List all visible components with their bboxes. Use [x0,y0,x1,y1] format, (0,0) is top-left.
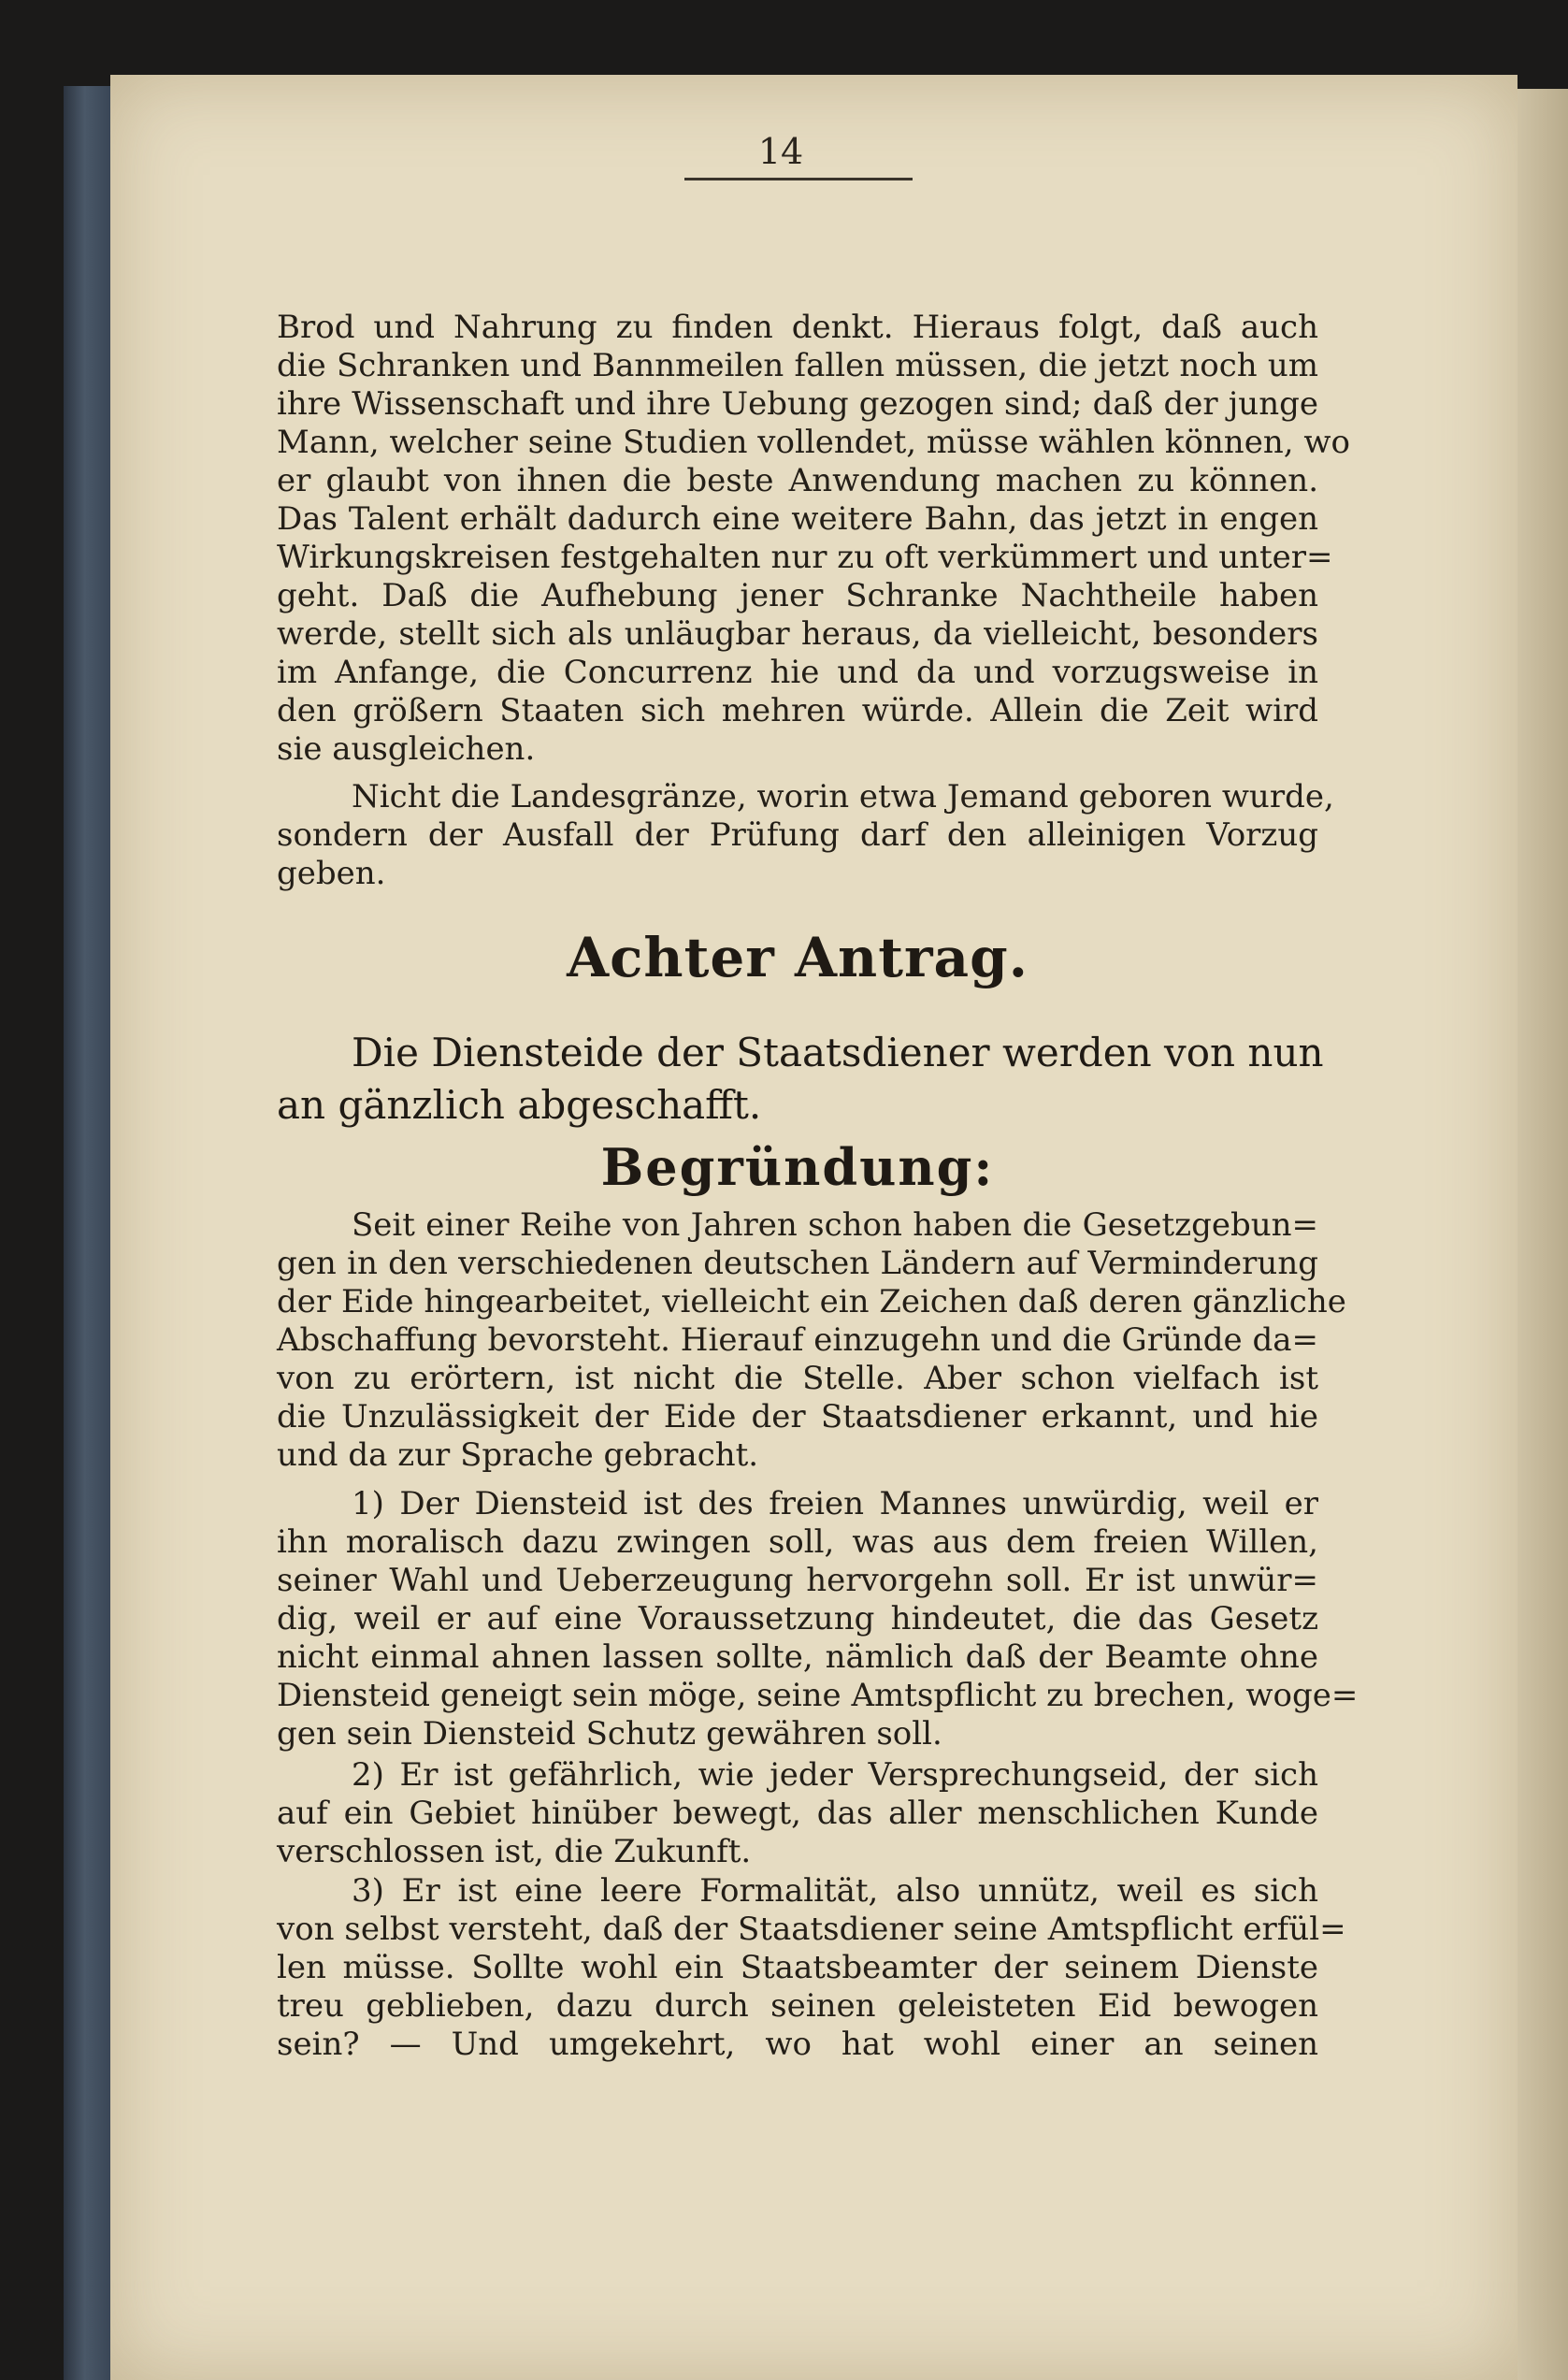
facing-page-edge [1518,89,1568,2380]
paragraph-3 [277,1206,1346,1475]
text-line: die Schranken und Bannmeilen fallen müssen, die jetzt noch um [277,347,1318,384]
text-line: 1) Der Diensteid ist des freien Mannes unwürdig, weil er [352,1485,1318,1522]
paragraph-5 [277,1756,1318,1871]
text-line: 3) Er ist eine leere Formalität, also unnütz, weil es sich [352,1872,1318,1910]
text-line: von selbst versteht, daß der Staatsdiener seine Amtspflicht erfül= [277,1911,1346,1948]
text-line: geben. [277,855,386,892]
text-line: er glaubt von ihnen die beste Anwendung machen zu können. [277,462,1318,499]
text-line: von zu erörtern, ist nicht die Stelle. Aber schon vielfach ist [277,1360,1318,1397]
text-line: Diensteid geneigt sein möge, seine Amtspflicht zu brechen, woge= [277,1677,1359,1714]
text-line: gen in den verschiedenen deutschen Ländern auf Verminderung [277,1245,1318,1282]
paragraph-1 [277,309,1350,769]
text-line: auf ein Gebiet hinüber bewegt, das aller menschlichen Kunde [277,1795,1318,1832]
text-line: ihre Wissenschaft und ihre Uebung gezogen sind; daß der junge [277,385,1318,423]
text-line: gen sein Diensteid Schutz gewähren soll. [277,1715,942,1753]
text-line: der Eide hingearbeitet, vielleicht ein Zeichen daß deren gänzliche [277,1283,1346,1320]
text-line: und da zur Sprache gebracht. [277,1436,759,1474]
text-line: dig, weil er auf eine Voraussetzung hindeutet, die das Gesetz [277,1600,1318,1637]
text-line: verschlossen ist, die Zukunft. [277,1833,752,1870]
text-line: den größern Staaten sich mehren würde. Allein die Zeit wird [277,692,1318,729]
text-line: geht. Daß die Aufhebung jener Schranke Nachtheile haben [277,577,1318,614]
text-line: Seit einer Reihe von Jahren schon haben die Gesetzgebun= [352,1206,1318,1244]
justification-heading: Begründung: [600,1137,995,1197]
paragraph-4 [277,1485,1359,1753]
text-line: Die Diensteide der Staatsdiener werden von nun [352,1030,1324,1075]
text-line: Das Talent erhält dadurch eine weitere Bahn, das jetzt in engen [277,500,1318,538]
text-line: Mann, welcher seine Studien vollendet, müsse wählen können, wo [277,424,1350,461]
text-line: sie ausgleichen. [277,730,536,768]
book-spine [64,86,110,2380]
text-line: die Unzulässigkeit der Eide der Staatsdiener erkannt, und hie [277,1398,1318,1435]
text-line: werde, stellt sich als unläugbar heraus, da vielleicht, besonders [277,615,1318,653]
text-line: sein? — Und umgekehrt, wo hat wohl einer an seinen [277,2026,1318,2063]
text-line: Abschaffung bevorsteht. Hierauf einzugehn und die Gründe da= [277,1321,1318,1359]
text-line: Nicht die Landesgränze, worin etwa Jemand geboren wurde, [352,778,1334,815]
text-line: 2) Er ist gefährlich, wie jeder Versprechungseid, der sich [352,1756,1318,1794]
proposal-text [277,1027,1324,1132]
text-line: sondern der Ausfall der Prüfung darf den alleinigen Vorzug [277,816,1318,854]
text-line: Wirkungskreisen festgehalten nur zu oft verkümmert und unter= [277,539,1333,576]
paragraph-2 [277,778,1334,893]
paragraph-6 [277,1872,1346,2064]
text-line: an gänzlich abgeschafft. [277,1082,762,1128]
text-line: im Anfange, die Concurrenz hie und da und vorzugsweise in [277,654,1318,691]
text-line: treu geblieben, dazu durch seinen geleisteten Eid bewogen [277,1987,1318,2025]
text-line: seiner Wahl und Ueberzeugung hervorgehn soll. Er ist unwür= [277,1562,1318,1599]
text-line: Brod und Nahrung zu finden denkt. Hieraus folgt, daß auch [277,309,1318,346]
text-line: len müsse. Sollte wohl ein Staatsbeamter der seinem Dienste [277,1949,1318,1986]
text-line: ihn moralisch dazu zwingen soll, was aus dem freien Willen, [277,1523,1318,1561]
section-heading: Achter Antrag. [567,926,1029,989]
page-number-rule [684,178,913,180]
page-number: 14 [757,131,804,172]
text-line: nicht einmal ahnen lassen sollte, nämlich daß der Beamte ohne [277,1638,1318,1676]
